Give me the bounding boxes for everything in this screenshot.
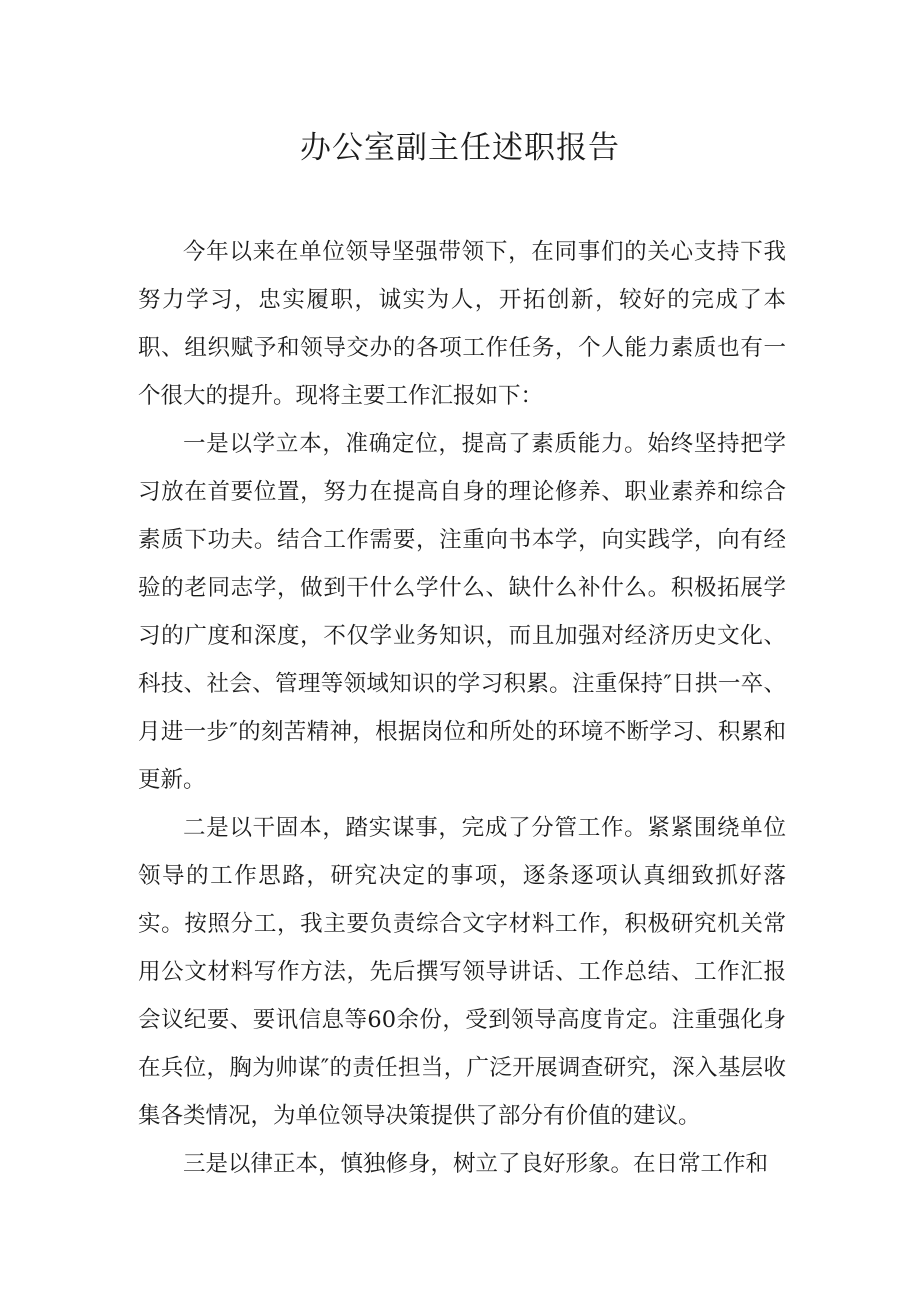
paragraph-work: 二是以干固本，踏实谋事，完成了分管工作。紧紧围绕单位领导的工作思路，研究决定的事项，逐条逐项认真细致抓好落实。按照分工，我主要负责综合文字材料工作，积极研究机关常用公文材料写作方法，先后撰写领导讲话、工作总结、工作汇报会议纪要、要讯信息等60余份，受到领导高度肯定。注重强化身在兵位，胸为帅谋″的责任担当，广泛开展调查研究，深入基层收集各类情况，为单位领导决策提供了部分有价值的建议。 [138, 815, 786, 1129]
document-title: 办公室副主任述职报告 [300, 130, 620, 166]
document-body [138, 228, 786, 1188]
paragraph-study: 一是以学立本，准确定位，提高了素质能力。始终坚持把学习放在首要位置，努力在提高自身的理论修养、职业素养和综合素质下功夫。结合工作需要，注重向书本学，向实践学，向有经验的老同志学，做到干什么学什么、缺什么补什么。积极拓展学习的广度和深度，不仅学业务知识，而且加强对经济历史文化、科技、社会、管理等领域知识的学习积累。注重保持″日拱一卒、月进一步″的刻苦精神，根据岗位和所处的环境不断学习、积累和更新。 [138, 431, 786, 793]
paragraph-intro: 今年以来在单位领导坚强带领下，在同事们的关心支持下我努力学习，忠实履职，诚实为人，开拓创新，较好的完成了本职、组织赋予和领导交办的各项工作任务，个人能力素质也有一个很大的提升。现将主要工作汇报如下： [138, 239, 786, 409]
paragraph-discipline: 三是以律正本，慎独修身，树立了良好形象。在日常工作和 [183, 1151, 769, 1177]
